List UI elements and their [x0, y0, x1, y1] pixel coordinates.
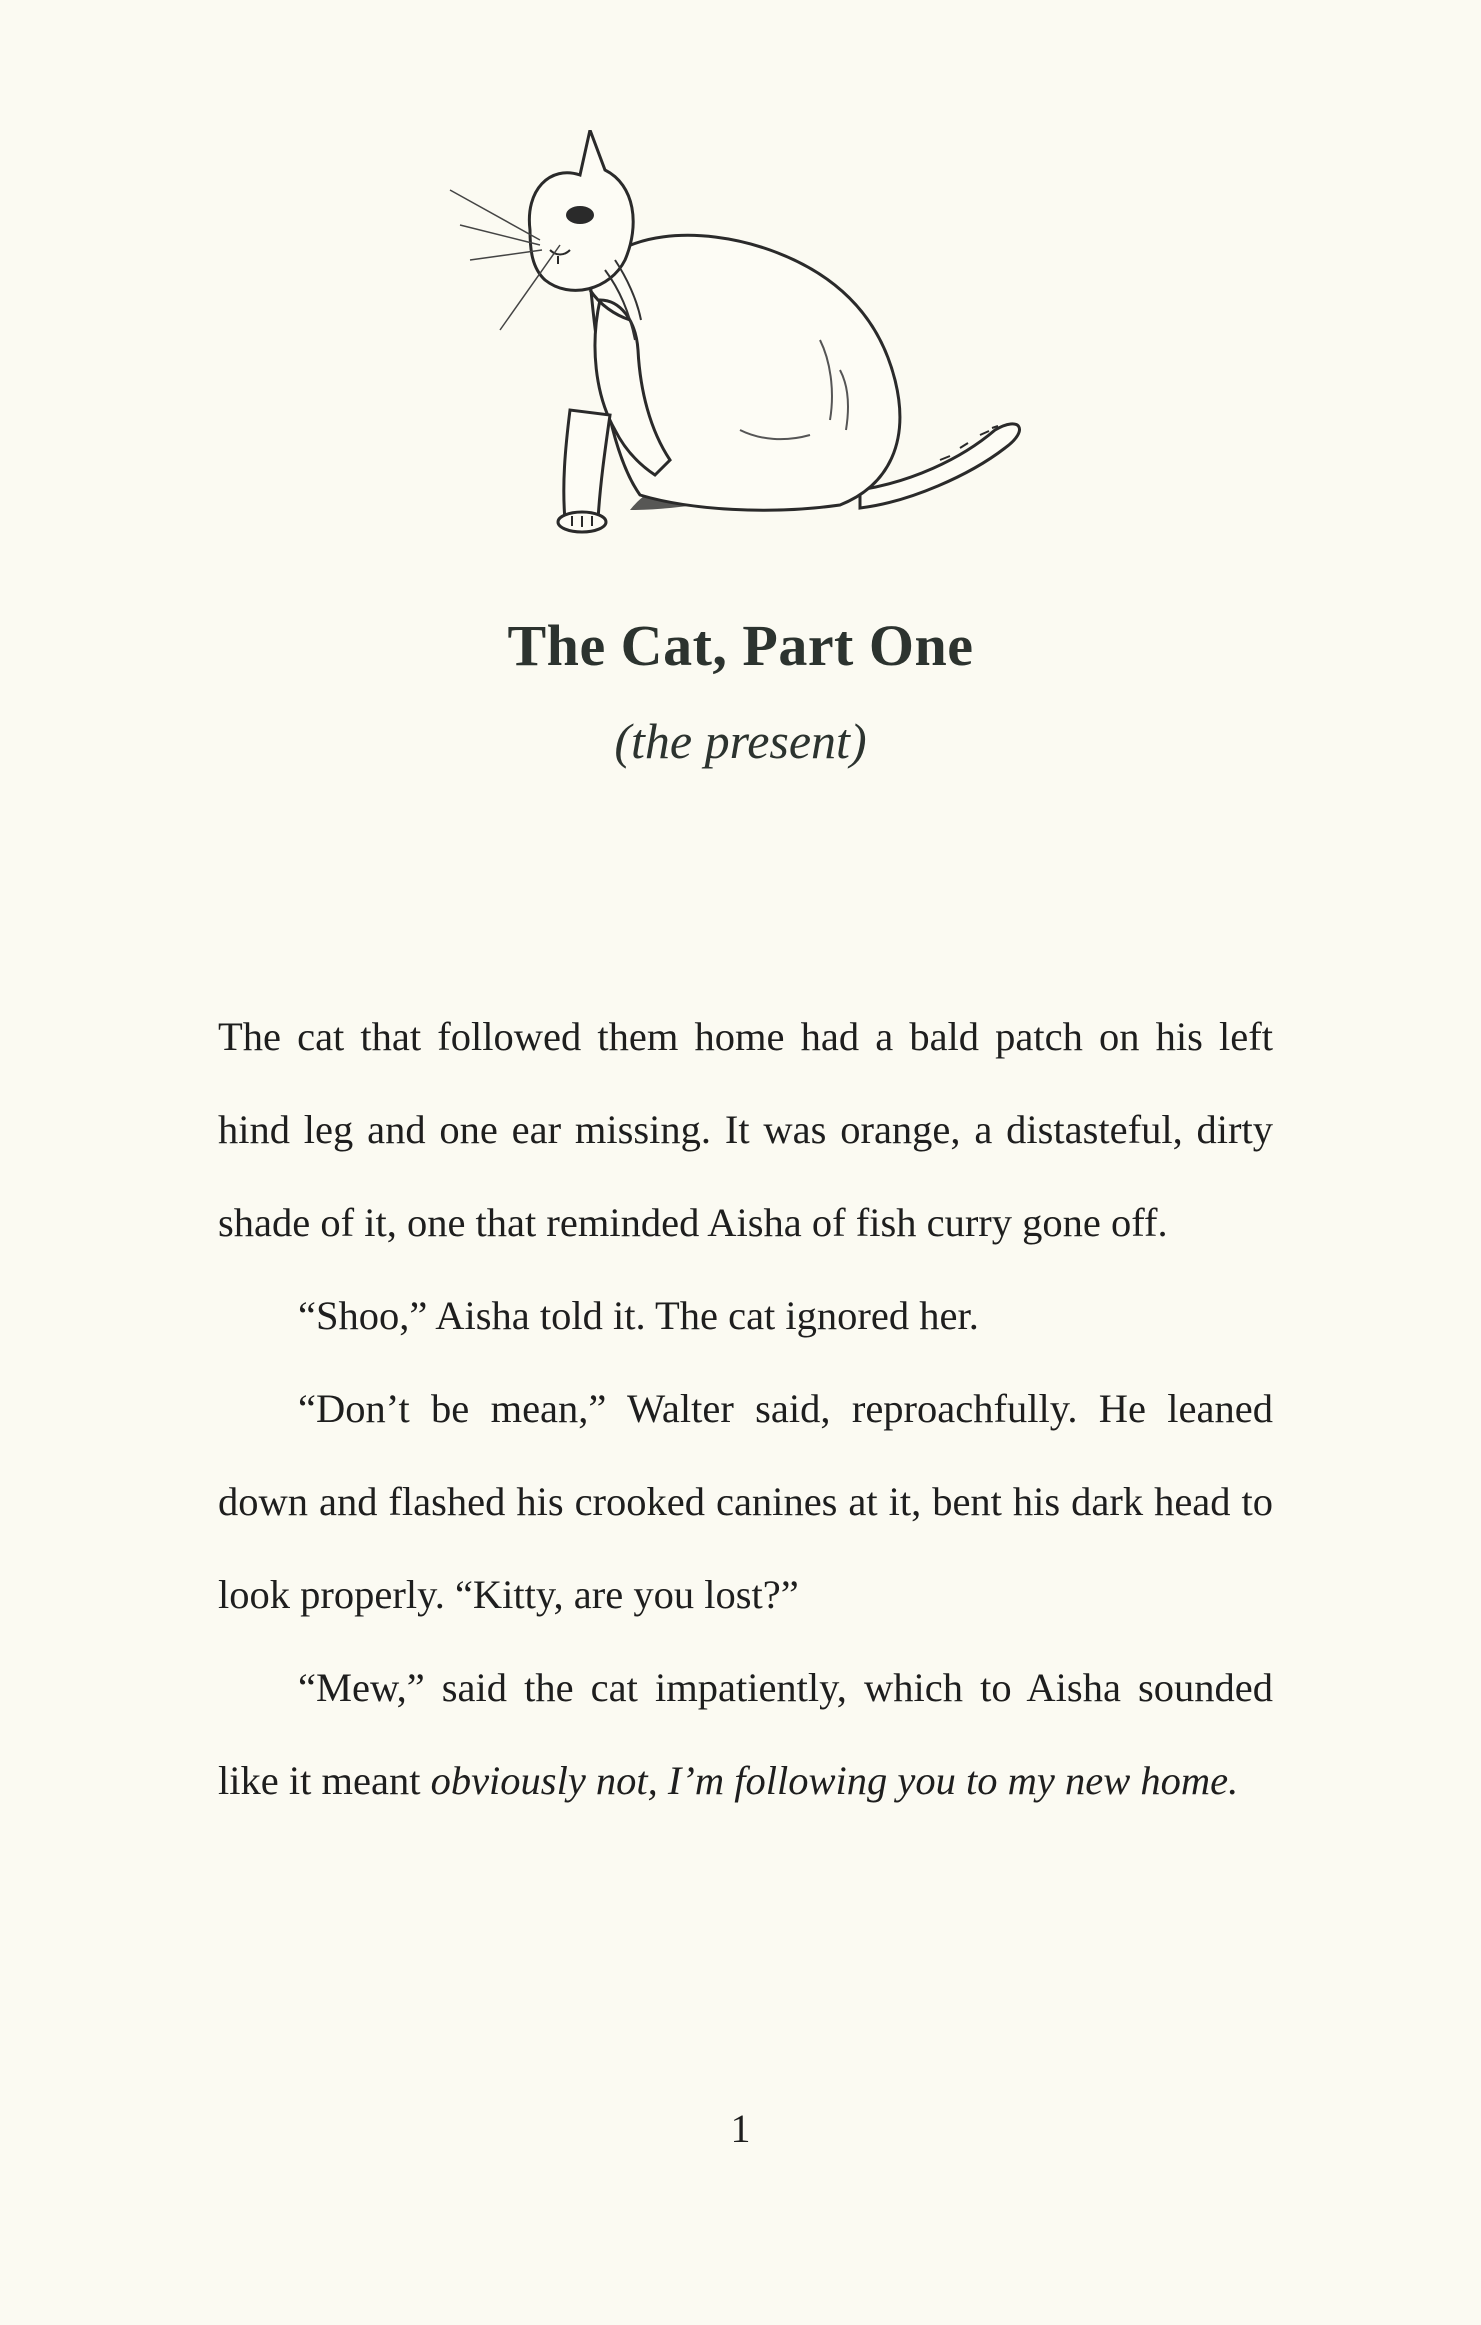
- cat-illustration: [440, 130, 1040, 540]
- chapter-title: The Cat, Part One: [507, 613, 974, 678]
- paragraph: “Shoo,” Aisha told it. The cat ignored her.: [298, 1293, 979, 1338]
- paragraph: [218, 1641, 1273, 1827]
- page-number: 1: [730, 2106, 751, 2151]
- body-text: [218, 990, 1273, 1827]
- paragraph-italic-text: obviously not, I’m following you to my new home.: [430, 1758, 1239, 1803]
- cat-eye: [566, 206, 594, 224]
- paragraph-text: “Mew,” said the cat impatiently, which to Aisha sounded like it meant: [218, 1665, 1273, 1803]
- chapter-subtitle: (the present): [614, 713, 867, 769]
- cat-front-leg: [564, 410, 610, 520]
- paragraph: The cat that followed them home had a bald patch on his left hind leg and one ear missing. It was orange, a distasteful, dirty shade of it, one that reminded Aisha of fish curry gone off.: [218, 1014, 1273, 1245]
- paragraph: “Don’t be mean,” Walter said, reproachfully. He leaned down and flashed his crooked canines at it, bent his dark head to look properly. “Kitty, are you lost?”: [218, 1386, 1273, 1617]
